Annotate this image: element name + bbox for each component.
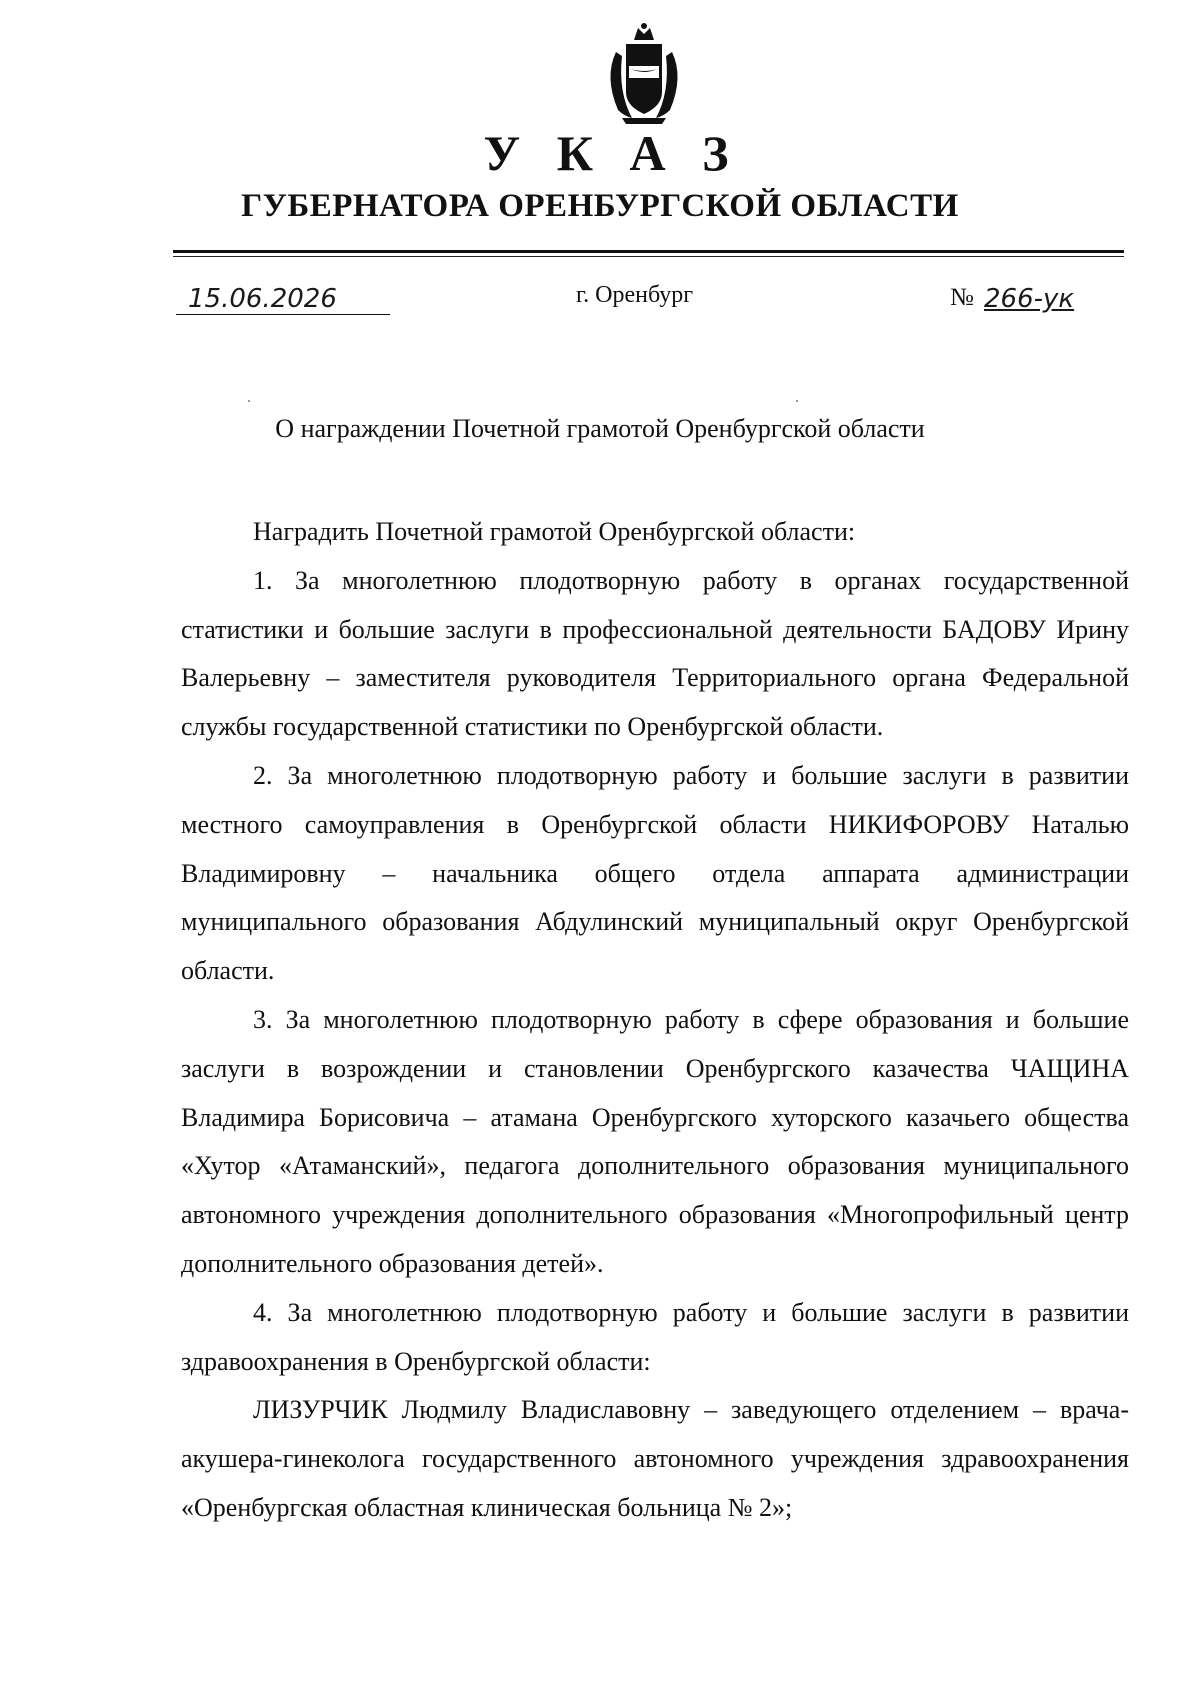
award-item: 2. За многолетнюю плодотворную работу и большие заслуги в развитии местного самоуправления в Оренбургской области НИКИФОРОВУ Наталью Владимировну – начальника общего отдела аппарата администрации муниципального образования Абдулинский муниципальный округ Оренбургской области. [181, 760, 1129, 986]
document-number-label: № [950, 284, 974, 311]
header-rule-thick [173, 250, 1124, 253]
date-underline [176, 314, 390, 315]
document-body [181, 508, 1129, 1533]
issuing-authority: ГУБЕРНАТОРА ОРЕНБУРГСКОЙ ОБЛАСТИ [241, 188, 959, 224]
body-intro: Наградить Почетной грамотой Оренбургской области: [253, 517, 856, 546]
document-date: 15.06.2026 [188, 284, 337, 314]
register-mark [248, 400, 250, 402]
award-item: ЛИЗУРЧИК Людмилу Владиславовну – заведующего отделением – врача-акушера-гинеколога государственного автономного учреждения здравоохранения «Оренбургская областная клиническая больница № 2»; [181, 1395, 1129, 1522]
document-city: г. Оренбург [576, 282, 694, 308]
document-number: 266-ук [984, 284, 1075, 314]
award-item: 3. За многолетнюю плодотворную работу в сфере образования и большие заслуги в возрождении и становлении Оренбургского казачества ЧАЩИНА Владимира Борисовича – атамана Оренбургского хуторского казачьего общества «Хутор «Атаманский», педагога дополнительного образования муниципального автономного учреждения дополнительного образования «Многопрофильный центр дополнительного образования детей». [181, 1004, 1129, 1278]
coat-of-arms-icon [598, 22, 690, 126]
document-type-title: У К А З [483, 125, 741, 181]
header-rule-thin [173, 256, 1124, 257]
register-mark [796, 400, 798, 402]
award-item: 4. За многолетнюю плодотворную работу и большие заслуги в развитии здравоохранения в Оренбургской области: [181, 1297, 1129, 1376]
award-item: 1. За многолетнюю плодотворную работу в органах государственной статистики и большие заслуги в профессиональной деятельности БАДОВУ Ирину Валерьевну – заместителя руководителя Территориального органа Федеральной службы государственной статистики по Оренбургской области. [181, 565, 1129, 742]
document-subject-title: О награждении Почетной грамотой Оренбургской области [275, 414, 925, 443]
